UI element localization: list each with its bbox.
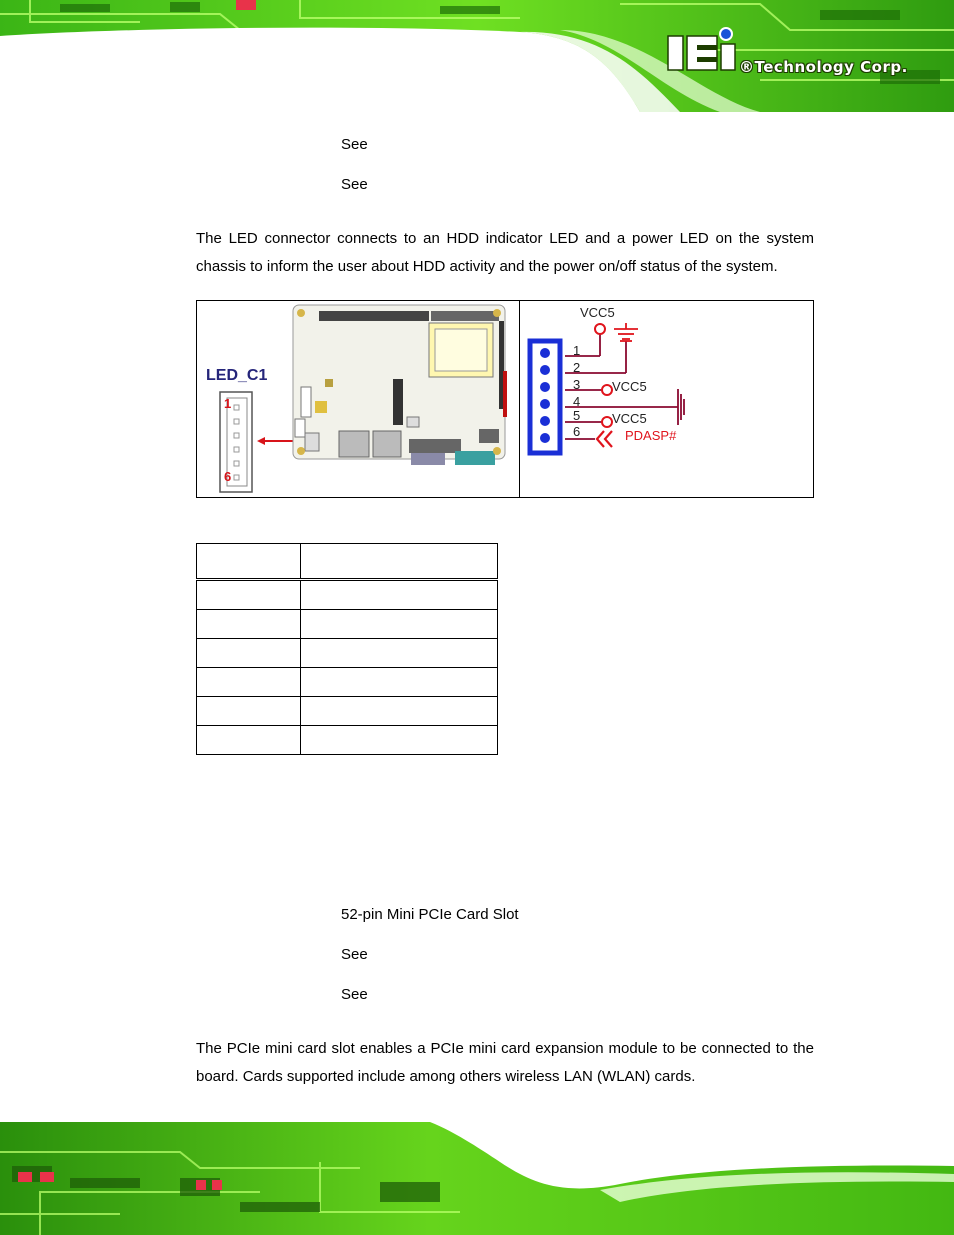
table-cell — [197, 580, 301, 610]
vcc-pin3-terminal — [602, 385, 612, 395]
schematic-vcc-top-label: VCC5 — [580, 305, 615, 320]
led-connector-schematic — [520, 301, 813, 497]
see-reference-3: See — [341, 946, 368, 963]
see-reference-4: See — [341, 986, 368, 1003]
table-header-row — [197, 544, 498, 580]
table-row — [197, 726, 498, 755]
schematic-pin-5: 5 — [573, 408, 581, 423]
table-cell — [197, 726, 301, 755]
led-connector-description: The LED connector connects to an HDD indicator LED and a power LED on the system chassis to inform the user about HDD activity and the power on/off status of the system. — [196, 230, 814, 275]
table-row — [197, 668, 498, 697]
connector-label: LED_C1 — [206, 367, 268, 384]
table-cell — [301, 580, 498, 610]
table-cell — [301, 639, 498, 668]
table-row — [197, 610, 498, 639]
table-cell — [197, 639, 301, 668]
table-cell — [301, 668, 498, 697]
table-cell — [301, 697, 498, 726]
schematic-pin-4: 4 — [573, 394, 581, 409]
schematic-pin-2: 2 — [573, 360, 581, 375]
table-cell — [197, 668, 301, 697]
table-header-cell — [301, 544, 498, 580]
see-reference-1: See — [341, 136, 368, 153]
ground-symbol — [614, 323, 638, 341]
motherboard-thumbnail — [293, 305, 507, 465]
led-pinout-table — [196, 543, 498, 755]
table-header-cell — [197, 544, 301, 580]
page-header-banner — [0, 0, 954, 112]
table-cell — [301, 610, 498, 639]
connector-pin-last-label: 6 — [224, 469, 232, 484]
see-reference-2: See — [341, 176, 368, 193]
brand-tagline: ®Technology Corp. — [739, 58, 908, 76]
table-row — [197, 639, 498, 668]
led-connector-figure — [196, 300, 814, 498]
schematic-connector-body — [530, 341, 560, 453]
table-cell — [197, 697, 301, 726]
table-cell — [301, 726, 498, 755]
pcie-slot-description: The PCIe mini card slot enables a PCIe mini card expansion module to be connected to the board. Cards supported include among others wireless LAN (WLAN) cards. — [196, 1040, 814, 1085]
schematic-pin-1: 1 — [573, 343, 581, 358]
vcc-pin5-terminal — [602, 417, 612, 427]
schematic-vcc-pin3-label: VCC5 — [612, 379, 647, 394]
schematic-vcc-pin5-label: VCC5 — [612, 411, 647, 426]
schematic-pin-3: 3 — [573, 377, 581, 392]
circuit-board-footer-graphic — [0, 1122, 954, 1235]
schematic-signal-label: PDASP# — [625, 428, 677, 443]
table-row — [197, 697, 498, 726]
page-footer-banner — [0, 1122, 954, 1235]
connector-pin-first-label: 1 — [224, 396, 232, 411]
table-row — [197, 580, 498, 610]
board-location-diagram — [197, 301, 519, 497]
table-cell — [197, 610, 301, 639]
schematic-pin-6: 6 — [573, 424, 581, 439]
signal-arrow-symbol — [597, 431, 612, 447]
vcc-top-terminal — [595, 324, 605, 334]
circuit-board-header-graphic — [0, 0, 954, 112]
location-arrow — [257, 437, 297, 445]
connector-type-text: 52-pin Mini PCIe Card Slot — [341, 906, 519, 923]
